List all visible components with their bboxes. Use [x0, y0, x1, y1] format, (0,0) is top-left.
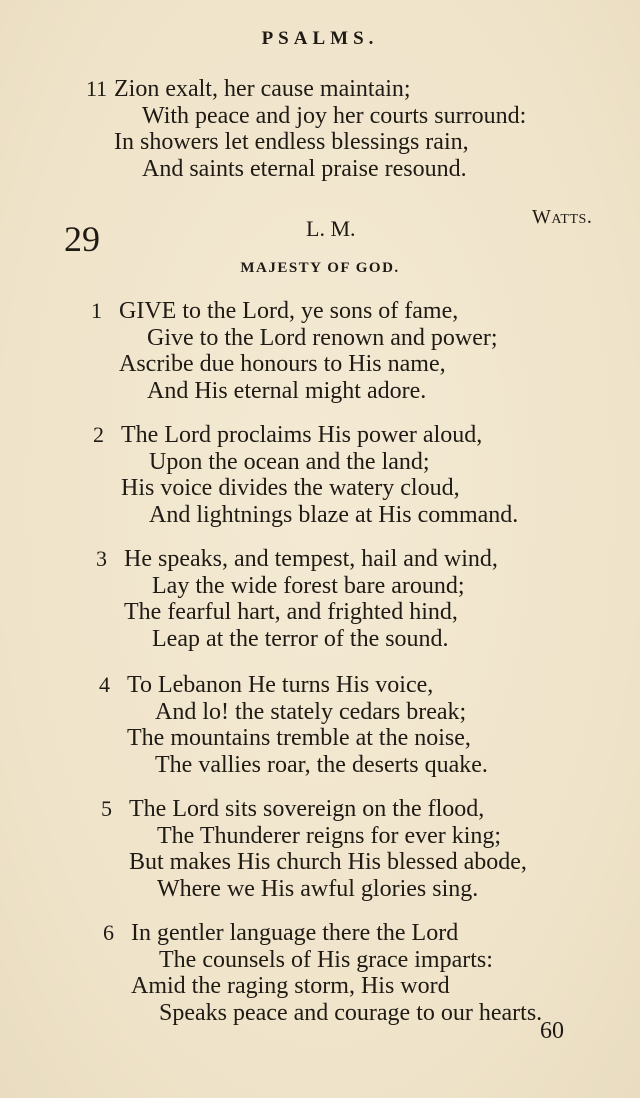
verse-line: Ascribe due honours to His name, [119, 351, 446, 377]
hymn-author: Watts. [532, 206, 593, 228]
stanza-3 [96, 546, 498, 652]
stanza-number: 2 [93, 422, 104, 447]
verse-line: Leap at the terror of the sound. [152, 625, 449, 652]
verse-line: Give to the Lord renown and power; [147, 324, 498, 351]
verse-line: He speaks, and tempest, hail and wind, [124, 546, 498, 572]
verse-line: Upon the ocean and the land; [149, 448, 430, 475]
hymn-title: MAJESTY OF GOD. [240, 260, 400, 276]
verse-line: Speaks peace and courage to our hearts. [159, 999, 543, 1026]
stanza-11 [86, 76, 527, 182]
hymn-number: 29 [64, 219, 100, 259]
verse-line: Where we His awful glories sing. [157, 875, 479, 902]
verse-line: The fearful hart, and frighted hind, [124, 599, 458, 625]
verse-line: And saints eternal praise resound. [142, 155, 467, 182]
stanza-1 [91, 298, 498, 404]
verse-line: And lightnings blaze at His command. [149, 501, 519, 528]
hymn-meter: L. M. [306, 216, 356, 241]
stanza-number: 3 [96, 546, 107, 571]
verse-line: Lay the wide forest bare around; [152, 572, 465, 599]
verse-line: And His eternal might adore. [147, 377, 427, 404]
stanza-number: 4 [99, 672, 110, 697]
stanza-number: 1 [91, 298, 102, 323]
page-number: 60 [540, 1018, 564, 1044]
verse-line: The mountains tremble at the noise, [127, 725, 471, 751]
verse-line: Zion exalt, her cause maintain; [114, 76, 411, 102]
stanza-4 [99, 672, 488, 778]
verse-line: In showers let endless blessings rain, [114, 129, 469, 155]
verse-line: His voice divides the watery cloud, [121, 475, 460, 501]
verse-line: And lo! the stately cedars break; [155, 698, 467, 725]
stanza-2 [93, 422, 519, 528]
verse-line: The Thunderer reigns for ever king; [157, 822, 502, 849]
stanza-number: 5 [101, 796, 112, 821]
verse-line: The Lord proclaims His power aloud, [121, 422, 483, 448]
verse-line: Amid the raging storm, His word [131, 973, 450, 999]
verse-line: The Lord sits sovereign on the flood, [129, 796, 485, 822]
stanza-number: 11 [86, 76, 108, 101]
verse-line: But makes His church His blessed abode, [129, 849, 527, 875]
verse-line: In gentler language there the Lord [131, 920, 459, 946]
verse-line: GIVE to the Lord, ye sons of fame, [119, 298, 459, 324]
verse-line: With peace and joy her courts surround: [142, 102, 527, 129]
verse-line: The counsels of His grace imparts: [159, 946, 493, 973]
stanza-number: 6 [103, 920, 114, 945]
stanza-6 [103, 920, 543, 1026]
verse-line: To Lebanon He turns His voice, [127, 672, 434, 698]
running-head: PSALMS. [261, 28, 379, 49]
stanza-5 [101, 796, 527, 902]
verse-line: The vallies roar, the deserts quake. [155, 751, 488, 778]
